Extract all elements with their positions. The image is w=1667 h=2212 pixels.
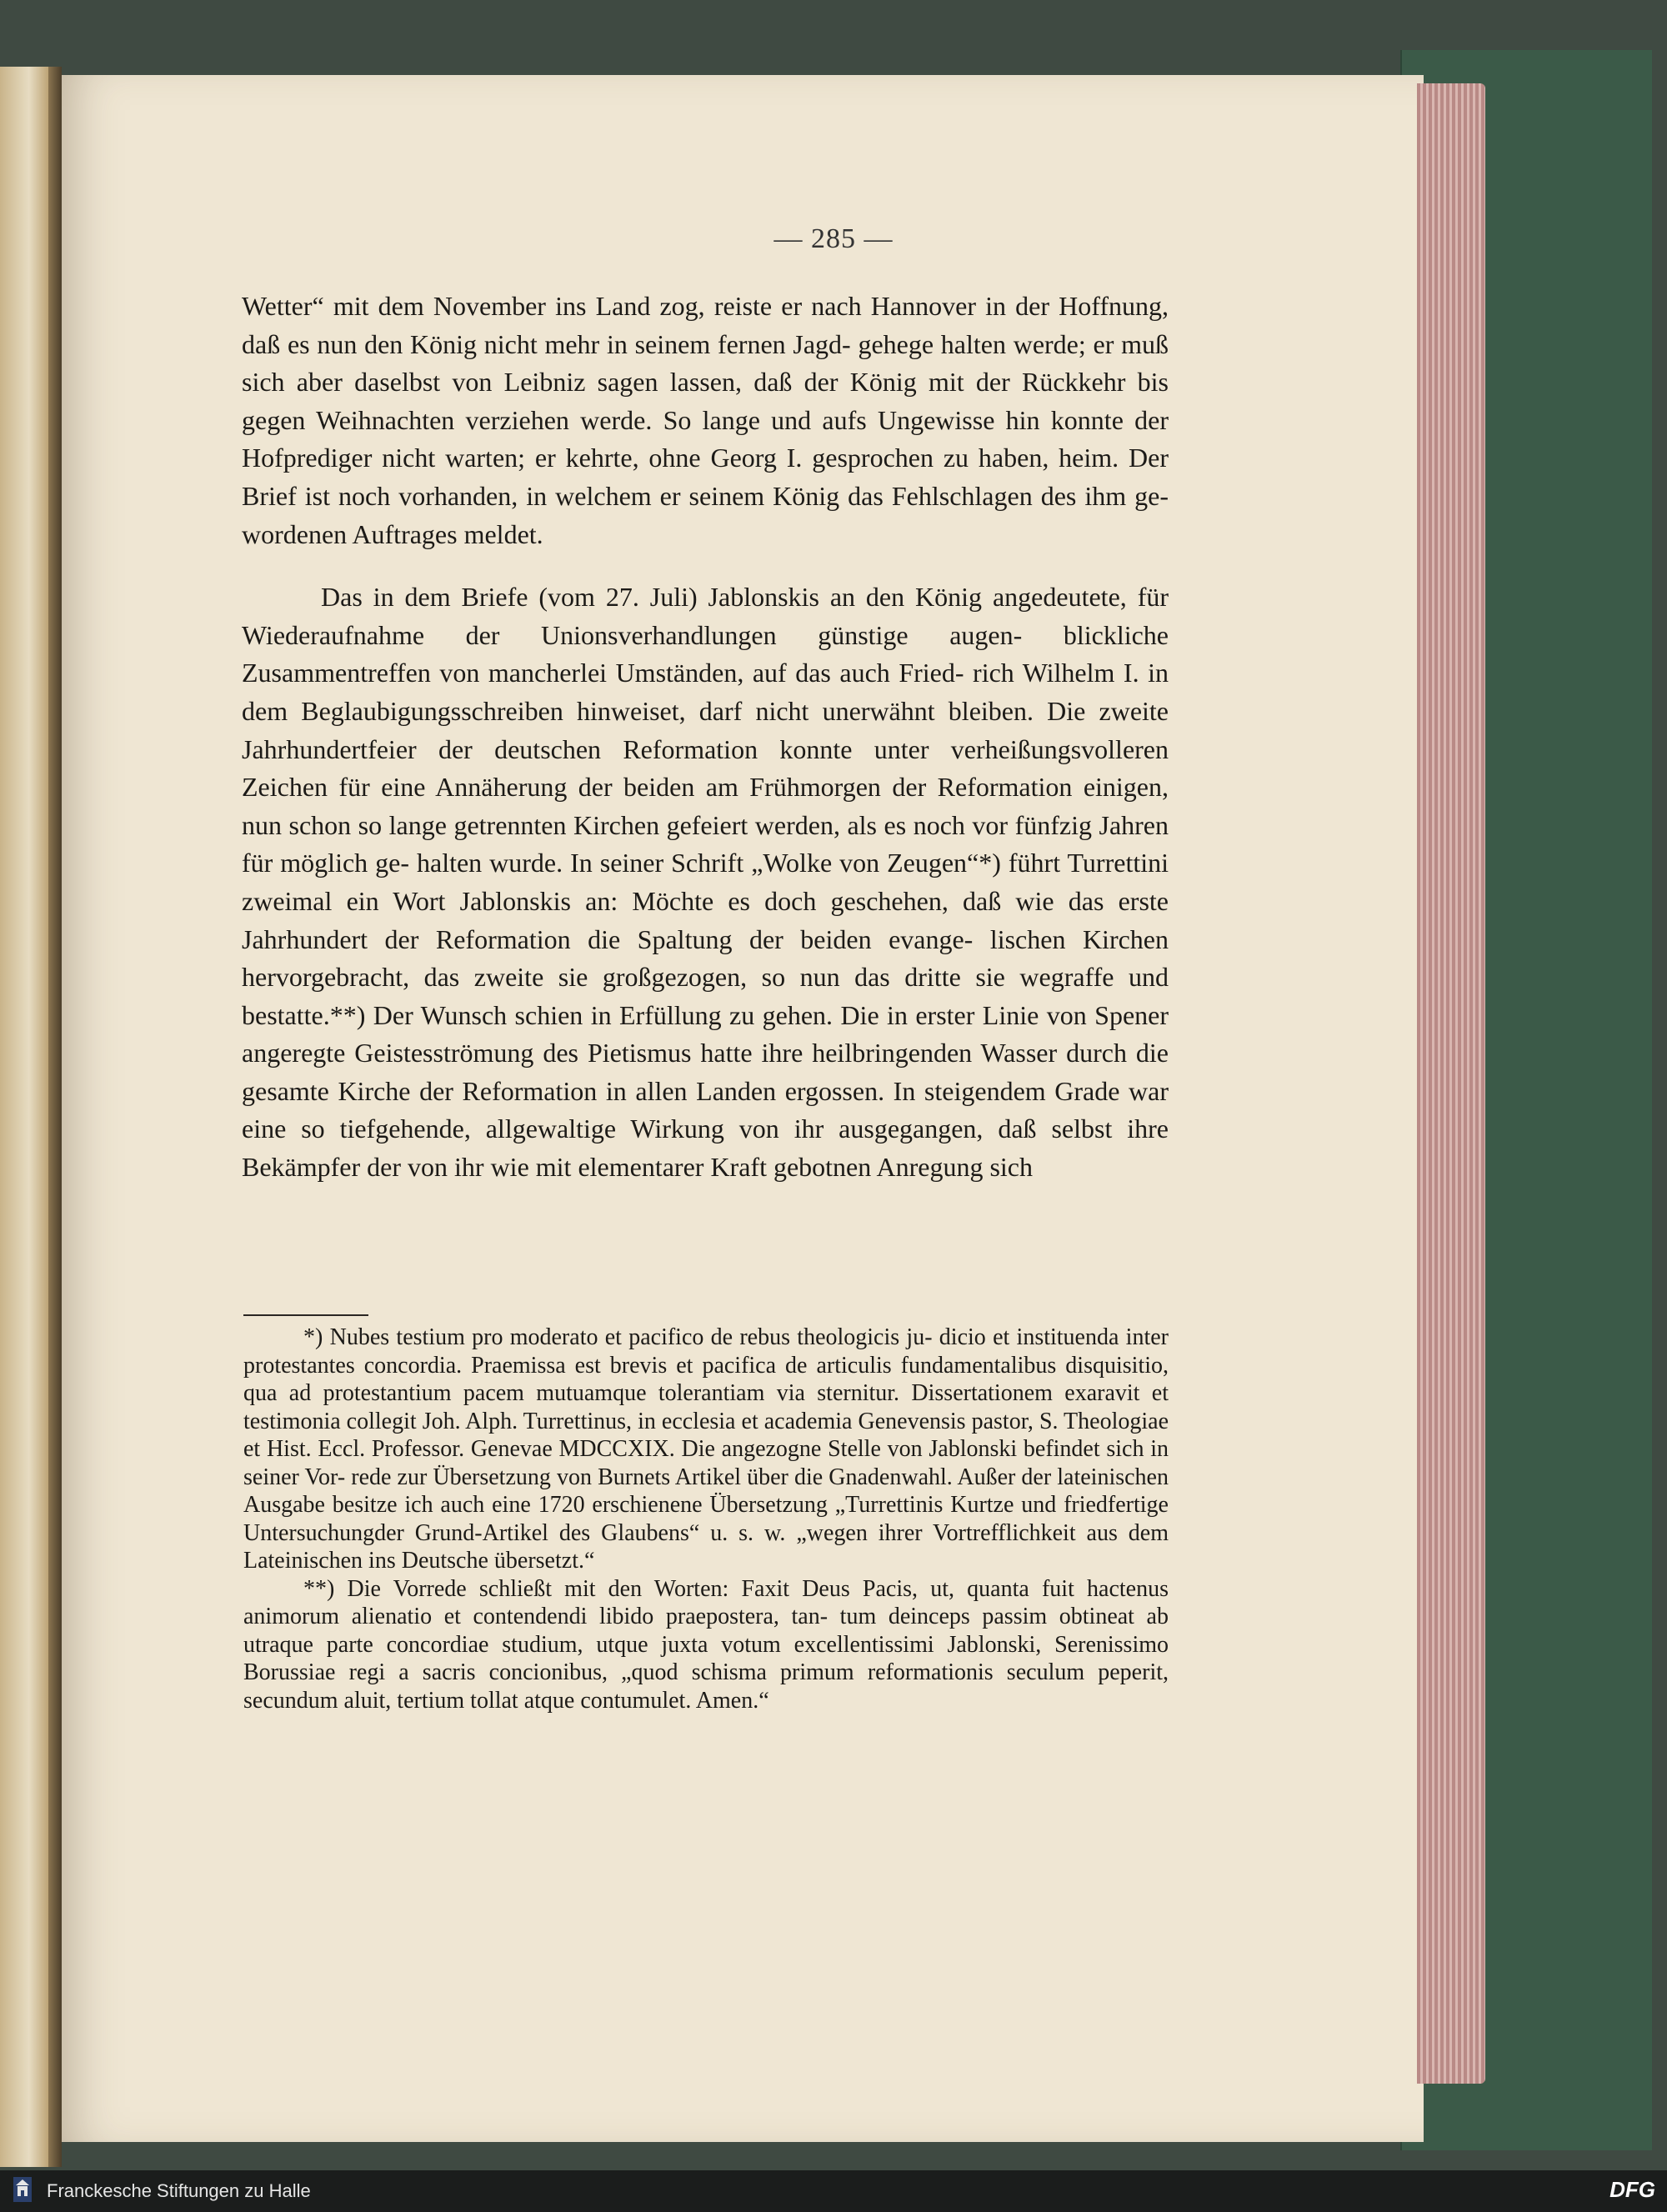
institution-label: Franckesche Stiftungen zu Halle: [47, 2180, 311, 2201]
francke-foundation-logo-icon: [13, 2177, 32, 2202]
facing-page-edge: [0, 67, 48, 2167]
book-gutter: [48, 67, 62, 2167]
paragraph: Das in dem Briefe (vom 27. Juli) Jablonskis an den König angedeutete, für Wiederaufnahme der Unionsverhandlungen günstige augen- blickliche Zusammentreffen von mancherlei Umständen, auf das auch Fried- rich Wilhelm I. in dem Beglaubigungsschreiben hinweiset, darf nicht unerwähnt bleiben. Die zweite Jahrhundertfeier der deutschen Reformation konnte unter verheißungsvolleren Zeichen für eine Annäherung der beiden am Frühmorgen der Reformation einigen, nun schon so lange getrennten Kirchen gefeiert werden, als es noch vor fünfzig Jahren für möglich ge- halten wurde. In seiner Schrift „Wolke von Zeugen“*) führt Turrettini zweimal ein Wort Jablonskis an: Möchte es doch geschehen, daß wie das erste Jahrhundert der Reformation die Spaltung der beiden evange- lischen Kirchen hervorgebracht, das zweite sie großgezogen, so nun das dritte sie wegraffe und bestatte.**) Der Wunsch schien in Erfüllung zu gehen. Die in erster Linie von Spener angeregte Geistesströmung des Pietismus hatte ihre heilbringenden Wasser durch die gesamte Kirche der Reformation in allen Landen ergossen. In steigendem Grade war eine so tiefgehende, allgewaltige Wirkung von ihr ausgegangen, daß selbst ihre Bekämpfer der von ihr wie mit elementarer Kraft gebotnen Anregung sich: [242, 582, 1169, 1183]
footnotes: [243, 1324, 1169, 1714]
dfg-logo: DFG: [1609, 2177, 1655, 2202]
body-text: [242, 288, 1169, 1187]
page-number: — 285 —: [773, 223, 894, 254]
footnote-divider: [243, 1314, 368, 1316]
footnote: **) Die Vorrede schließt mit den Worten: Faxit Deus Pacis, ut, quanta fuit hactenus animorum alienatio et contendendi libido praepostera, tan- tum deinceps passim obtineat ab utraque parte concordiae studium, utque juxta votum excellentissimi Jablonski, Serenissimo Borussiae regi a sacris concionibus, „quod schisma primum reformationis seculum peperit, secundum aluit, tertium tollat atque contumulet. Amen.“: [243, 1575, 1169, 1714]
page-stack-edges: [1417, 83, 1485, 2084]
footnote: *) Nubes testium pro moderato et pacifico de rebus theologicis ju- dicio et instituenda inter protestantes concordia. Praemissa est brevis et pacifica de articulis fundamentalibus disquisitio, qua ad protestantium pacem mutuamque tolerantiam via sternitur. Dissertationem exaravit et testimonia collegit Joh. Alph. Turrettinus, in ecclesia et academia Genevensis pastor, S. Theologiae et Hist. Eccl. Professor. Genevae MDCCXIX. Die angezogne Stelle von Jablonski befindet sich in seiner Vor- rede zur Übersetzung von Burnets Artikel über die Gnadenwahl. Außer der lateinischen Ausgabe besitze ich auch eine 1720 erschienene Übersetzung „Turrettinis Kurtze und friedfertige Untersuchungder Grund-Artikel des Glaubens“ u. s. w. „wegen ihrer Vortrefflichkeit aus dem Lateinischen ins Deutsche übersetzt.“: [243, 1324, 1169, 1574]
paragraph: Wetter“ mit dem November ins Land zog, reiste er nach Hannover in der Hoffnung, daß es nun den König nicht mehr in seinem fernen Jagd- gehege halten werde; er muß sich aber daselbst von Leibniz sagen lassen, daß der König mit der Rückkehr bis gegen Weihnachten verziehen werde. So lange und aufs Ungewisse hin konnte der Hofprediger nicht warten; er kehrte, ohne Georg I. gesprochen zu haben, heim. Der Brief ist noch vorhanden, in welchem er seinem König das Fehlschlagen des ihm ge- wordenen Auftrages meldet.: [242, 291, 1169, 549]
viewer-footer-bar: [0, 2170, 1667, 2212]
